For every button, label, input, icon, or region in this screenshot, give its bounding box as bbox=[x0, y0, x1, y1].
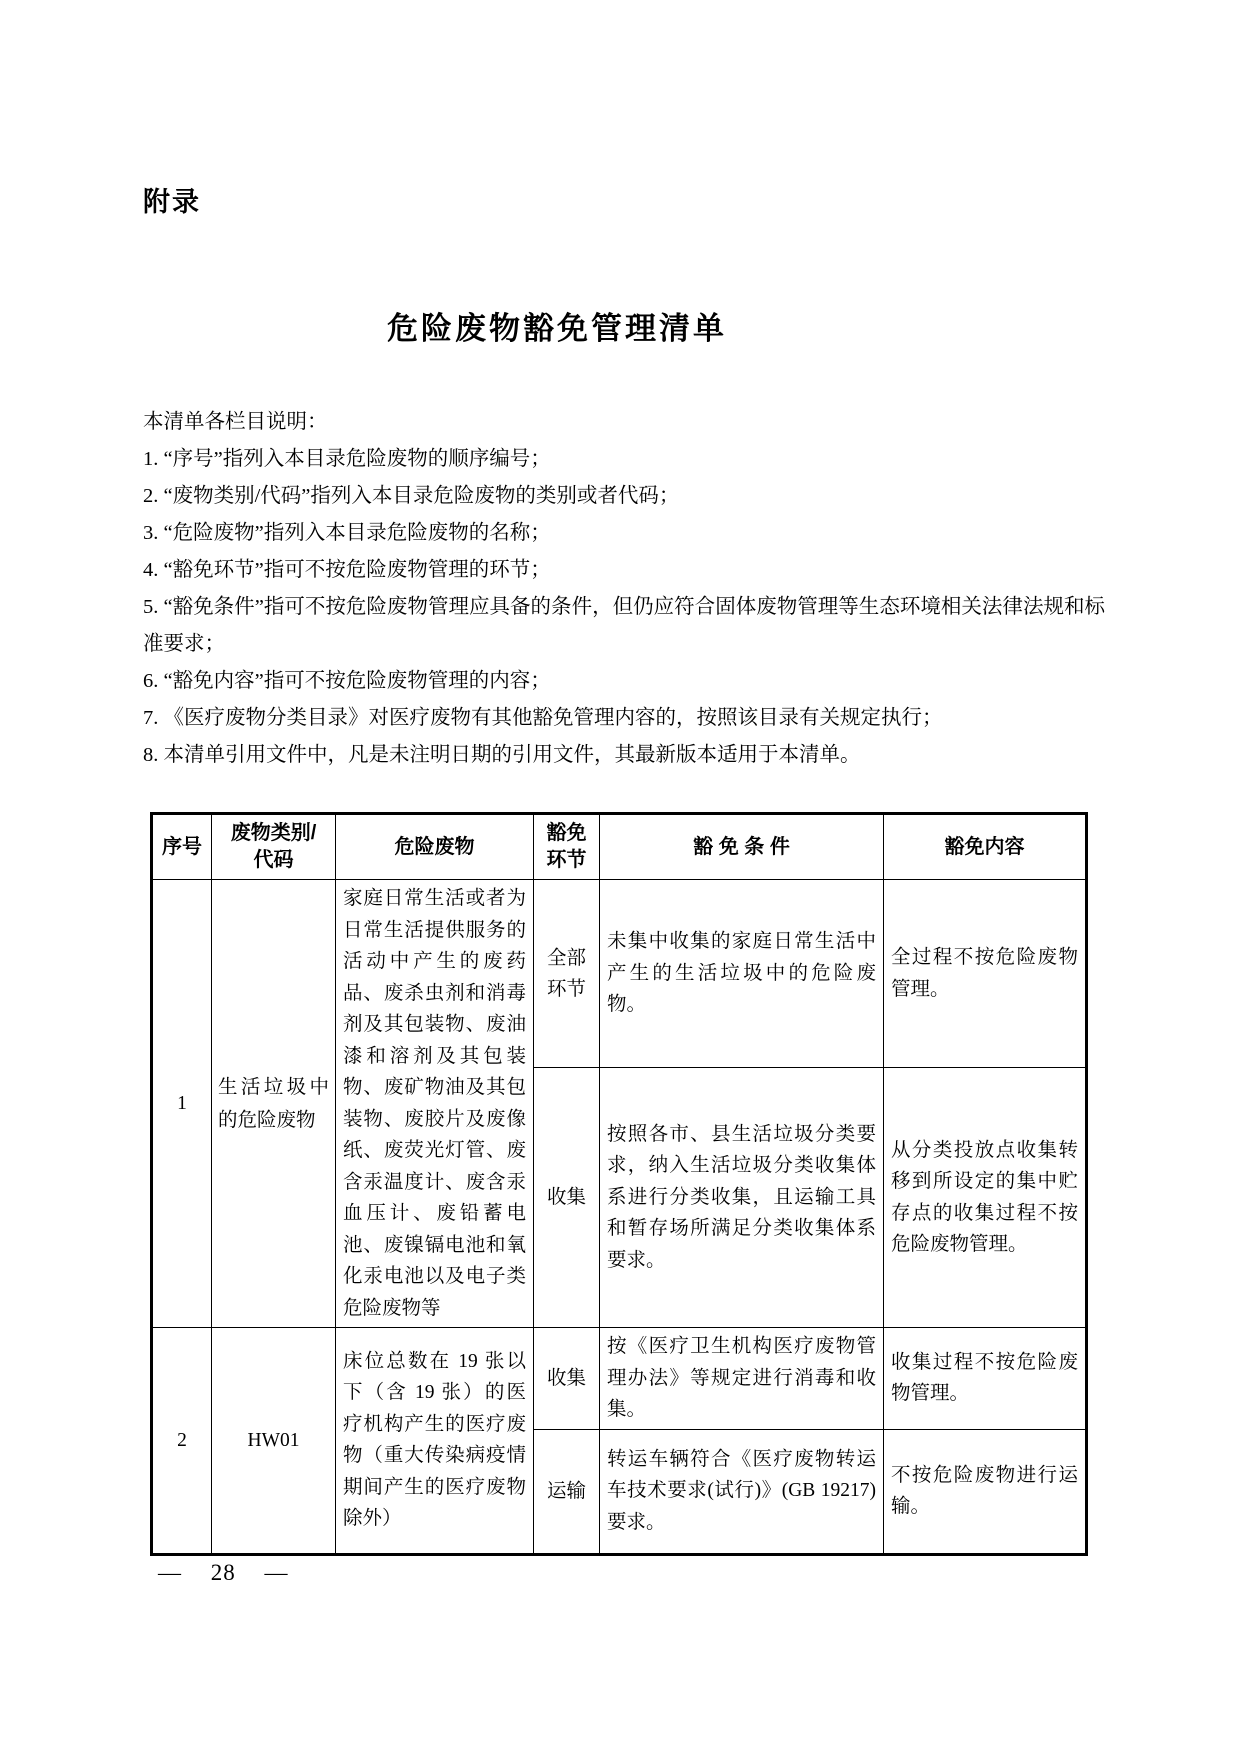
row1a-exempt-stage: 全部环节 bbox=[534, 880, 600, 1068]
row2a-exempt-content: 收集过程不按危险废物管理。 bbox=[884, 1328, 1087, 1430]
header-exempt-condition bbox=[600, 814, 884, 880]
row1b-exempt-content: 从分类投放点收集转移到所设定的集中贮存点的收集过程不按危险废物管理。 bbox=[884, 1068, 1087, 1328]
row2b-exempt-content: 不按危险废物进行运输。 bbox=[884, 1429, 1087, 1554]
row1b-exempt-stage: 收集 bbox=[534, 1068, 600, 1328]
intro-item: 5. “豁免条件”指可不按危险废物管理应具备的条件，但仍应符合固体废物管理等生态环境相关法律法规和标准要求； bbox=[143, 596, 1105, 655]
header-hazardous-waste-label: 危险废物 bbox=[394, 835, 475, 858]
header-waste-category-line2: 代码 bbox=[253, 849, 294, 871]
row1-waste-category: 生活垃圾中的危险废物 bbox=[212, 880, 336, 1328]
page-title: 危险废物豁免管理清单 bbox=[387, 311, 727, 346]
table-row bbox=[152, 880, 1087, 1068]
row2a-exempt-stage: 收集 bbox=[534, 1328, 600, 1430]
intro-item: 3. “危险废物”指列入本目录危险废物的名称； bbox=[143, 522, 551, 544]
intro-item: 6. “豁免内容”指可不按危险废物管理的内容； bbox=[143, 670, 551, 692]
table-header-row bbox=[152, 814, 1087, 880]
row1b-exempt-condition: 按照各市、县生活垃圾分类要求，纳入生活垃圾分类收集体系进行分类收集，且运输工具和暂存场所满足分类收集体系要求。 bbox=[600, 1068, 884, 1328]
row2b-exempt-stage: 运输 bbox=[534, 1429, 600, 1554]
row2a-exempt-condition: 按《医疗卫生机构医疗废物管理办法》等规定进行消毒和收集。 bbox=[600, 1328, 884, 1430]
intro-heading: 本清单各栏目说明： bbox=[143, 411, 328, 433]
row2b-exempt-condition: 转运车辆符合《医疗废物转运车技术要求(试行)》(GB 19217)要求。 bbox=[600, 1429, 884, 1554]
table-row bbox=[152, 1328, 1087, 1430]
intro-item: 7. 《医疗废物分类目录》对医疗废物有其他豁免管理内容的，按照该目录有关规定执行； bbox=[143, 707, 943, 729]
header-waste-category bbox=[212, 814, 336, 880]
row1a-exempt-condition: 未集中收集的家庭日常生活中产生的生活垃圾中的危险废物。 bbox=[600, 880, 884, 1068]
header-exempt-content bbox=[884, 814, 1087, 880]
row2-hazardous-waste: 床位总数在 19 张以下（含 19 张）的医疗机构产生的医疗废物（重大传染病疫情期间产生的医疗废物除外） bbox=[336, 1328, 534, 1555]
header-waste-category-line1: 废物类别/ bbox=[230, 822, 317, 844]
header-exempt-stage-line2: 环节 bbox=[546, 849, 587, 871]
row2-serial-no: 2 bbox=[152, 1328, 212, 1555]
exemption-table bbox=[150, 812, 1088, 1556]
header-exempt-stage-line1: 豁免 bbox=[546, 822, 587, 844]
header-exempt-condition-label: 豁 免 条 件 bbox=[693, 835, 790, 858]
intro-item: 2. “废物类别/代码”指列入本目录危险废物的类别或者代码； bbox=[143, 485, 680, 507]
row1a-exempt-content: 全过程不按危险废物管理。 bbox=[884, 880, 1087, 1068]
intro-notes bbox=[143, 404, 1105, 774]
row2-waste-category: HW01 bbox=[212, 1328, 336, 1555]
appendix-label: 附录 bbox=[143, 187, 201, 217]
intro-item: 8. 本清单引用文件中，凡是未注明日期的引用文件，其最新版本适用于本清单。 bbox=[143, 744, 861, 766]
intro-item: 4. “豁免环节”指可不按危险废物管理的环节； bbox=[143, 559, 551, 581]
row1-serial-no: 1 bbox=[152, 880, 212, 1328]
page-number: — 28 — bbox=[158, 1560, 289, 1585]
header-exempt-content-label: 豁免内容 bbox=[944, 835, 1025, 858]
row1-hazardous-waste: 家庭日常生活或者为日常生活提供服务的活动中产生的废药品、废杀虫剂和消毒剂及其包装物、废油漆和溶剂及其包装物、废矿物油及其包装物、废胶片及废像纸、废荧光灯管、废含汞温度计、废含汞血压计、废铅蓄电池、废镍镉电池和氧化汞电池以及电子类危险废物等 bbox=[336, 880, 534, 1328]
header-hazardous-waste bbox=[336, 814, 534, 880]
header-serial-no bbox=[152, 814, 212, 880]
intro-item: 1. “序号”指列入本目录危险废物的顺序编号； bbox=[143, 448, 551, 470]
header-exempt-stage bbox=[534, 814, 600, 880]
header-serial-no-label: 序号 bbox=[162, 835, 202, 858]
